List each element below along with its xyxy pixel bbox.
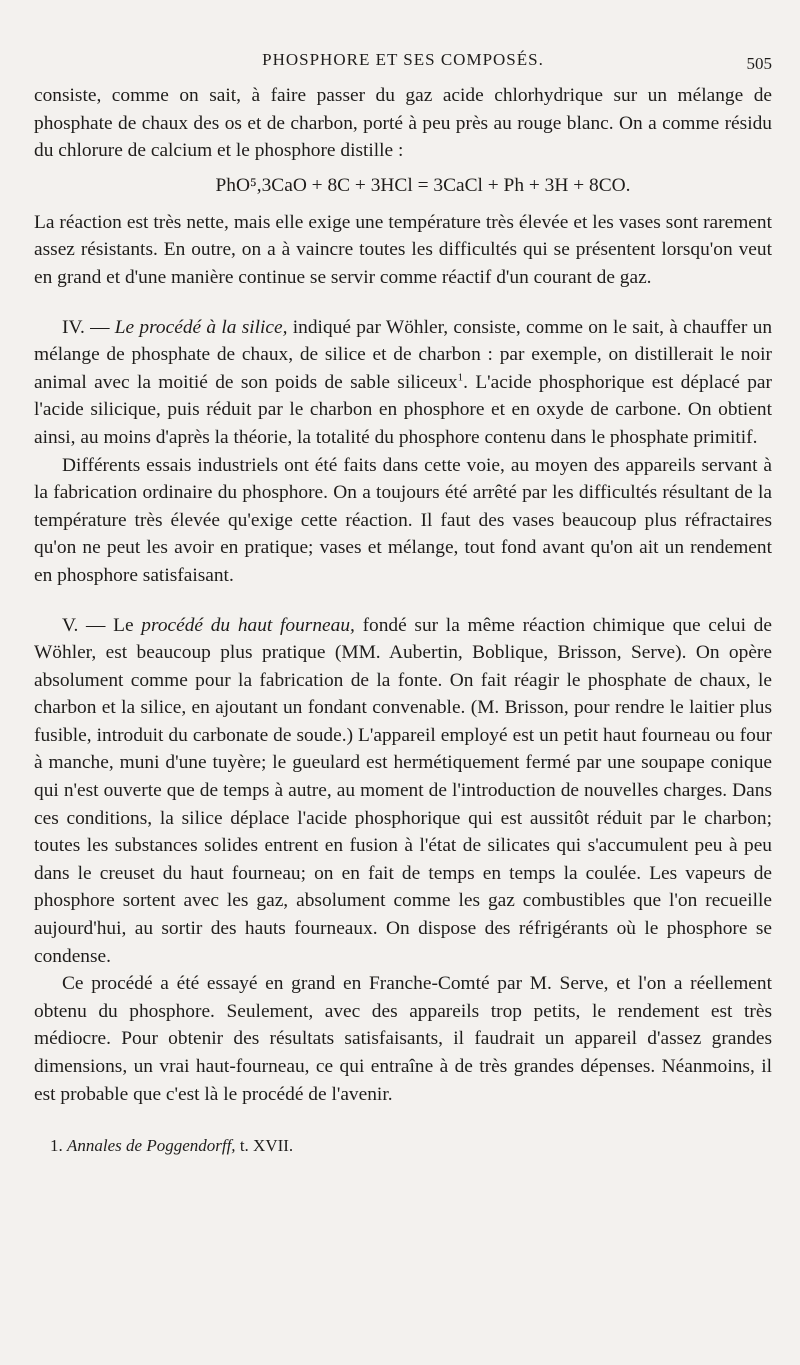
- body-text: [34, 82, 772, 1108]
- section-iv-number: IV. —: [62, 316, 110, 338]
- running-head: [34, 44, 772, 82]
- chemical-equation: PhO⁵,3CaO + 8C + 3HCl = 3CaCl + Ph + 3H + 8CO.: [215, 174, 631, 196]
- paragraph-reaction-note: La réaction est très nette, mais elle exige une température très élevée et les vases sont rarement assez résistants. En outre, on a à vaincre toutes les difficultés qui se présentent lorsqu'on veut en grand et d'une manière continue se servir comme réactif d'un courant de gaz.: [34, 211, 772, 288]
- footnote-marker: 1: [457, 371, 464, 384]
- paragraph-industrial-trials: Différents essais industriels ont été faits dans cette voie, au moyen des appareils servant à la fabrication ordinaire du phosphore. On a toujours été arrêté par les difficultés résultant de la température très élevée qu'exige cette réaction. Il faut des vases beaucoup plus réfractaires qu'on ne peut les avoir en pratique; vases et mélange, tout fond avant qu'on ait un rendement en phosphore satisfaisant.: [34, 454, 772, 586]
- section-v-number: V. — Le: [62, 614, 134, 636]
- paragraph-section-v: [34, 612, 772, 971]
- footnote-reference: t. XVII.: [239, 1136, 294, 1156]
- section-v-title: procédé du haut fourneau,: [141, 614, 355, 636]
- running-title: PHOSPHORE ET SES COMPOSÉS.: [262, 50, 544, 69]
- footnote-title: Annales de Poggendorff,: [67, 1136, 236, 1156]
- page-number: 505: [746, 54, 772, 73]
- section-iv-title: Le procédé à la silice,: [114, 316, 288, 338]
- paragraph-section-iv: [34, 314, 772, 452]
- section-iv-text: indiqué par Wöhler, consiste, comme on le sait, à chauffer un mélange de phosphate de chaux, de silice et de charbon : par exemple, on distillerait le noir animal avec la moitié de son poids de sable siliceux: [34, 316, 773, 393]
- section-v-text: fondé sur la même réaction chimique que celui de Wöhler, est beaucoup plus pratique (MM. Aubertin, Boblique, Brisson, Serve). On opère absolument comme pour la fabrication de la fonte. On fait réagir le phosphate de chaux, le charbon et la silice, en ajoutant un fondant convenable. (M. Brisson, pour rendre le laitier plus fusible, introduit du carbonate de soude.) L'appareil employé est un petit haut fourneau ou four à manche, muni d'une tuyère; le gueulard est hermétiquement fermé par une soupape conique qui n'est ouverte que de temps à autre, au moment de l'introduction de nouvelles charges. Dans ces conditions, la silice déplace l'acide phosphorique qui est aussitôt réduit par le charbon; toutes les substances solides entrent en fusion à l'état de silicates qui s'accumulent peu à peu dans le creuset du haut fourneau; on en fait de temps en temps la coulée. Les vapeurs de phosphore sortent avec les gaz, absolument comme les gaz combustibles que l'on recueille aujourd'hui, au sortir des hauts fourneaux. On dispose des réfrigérants où le phosphore se condense.: [34, 614, 772, 967]
- paragraph-continuation: consiste, comme on sait, à faire passer du gaz acide chlorhydrique sur un mélange de phosphate de chaux des os et de charbon, porté à peu près au rouge blanc. On a comme résidu du chlorure de calcium et le phosphore distille :: [34, 85, 772, 162]
- paragraph-franche-comte: Ce procédé a été essayé en grand en Franche-Comté par M. Serve, et l'on a réellement obtenu du phosphore. Seulement, avec des appareils trop petits, le rendement est très médiocre. Pour obtenir des résultats satisfaisants, il faudrait un appareil d'assez grandes dimensions, un vrai haut-fourneau, ce qui entraîne à de très grandes dépenses. Néanmoins, il est probable que c'est là le procédé de l'avenir.: [34, 973, 772, 1105]
- footnote: [34, 1134, 772, 1158]
- footnote-number: 1.: [50, 1136, 63, 1156]
- section-iv-text-tail: . L'acide phosphorique est déplacé par l'acide silicique, puis réduit par le charbon en phosphore et en oxyde de carbone. On obtient ainsi, au moins d'après la théorie, la totalité du phosphore contenu dans le phosphate primitif.: [34, 371, 772, 448]
